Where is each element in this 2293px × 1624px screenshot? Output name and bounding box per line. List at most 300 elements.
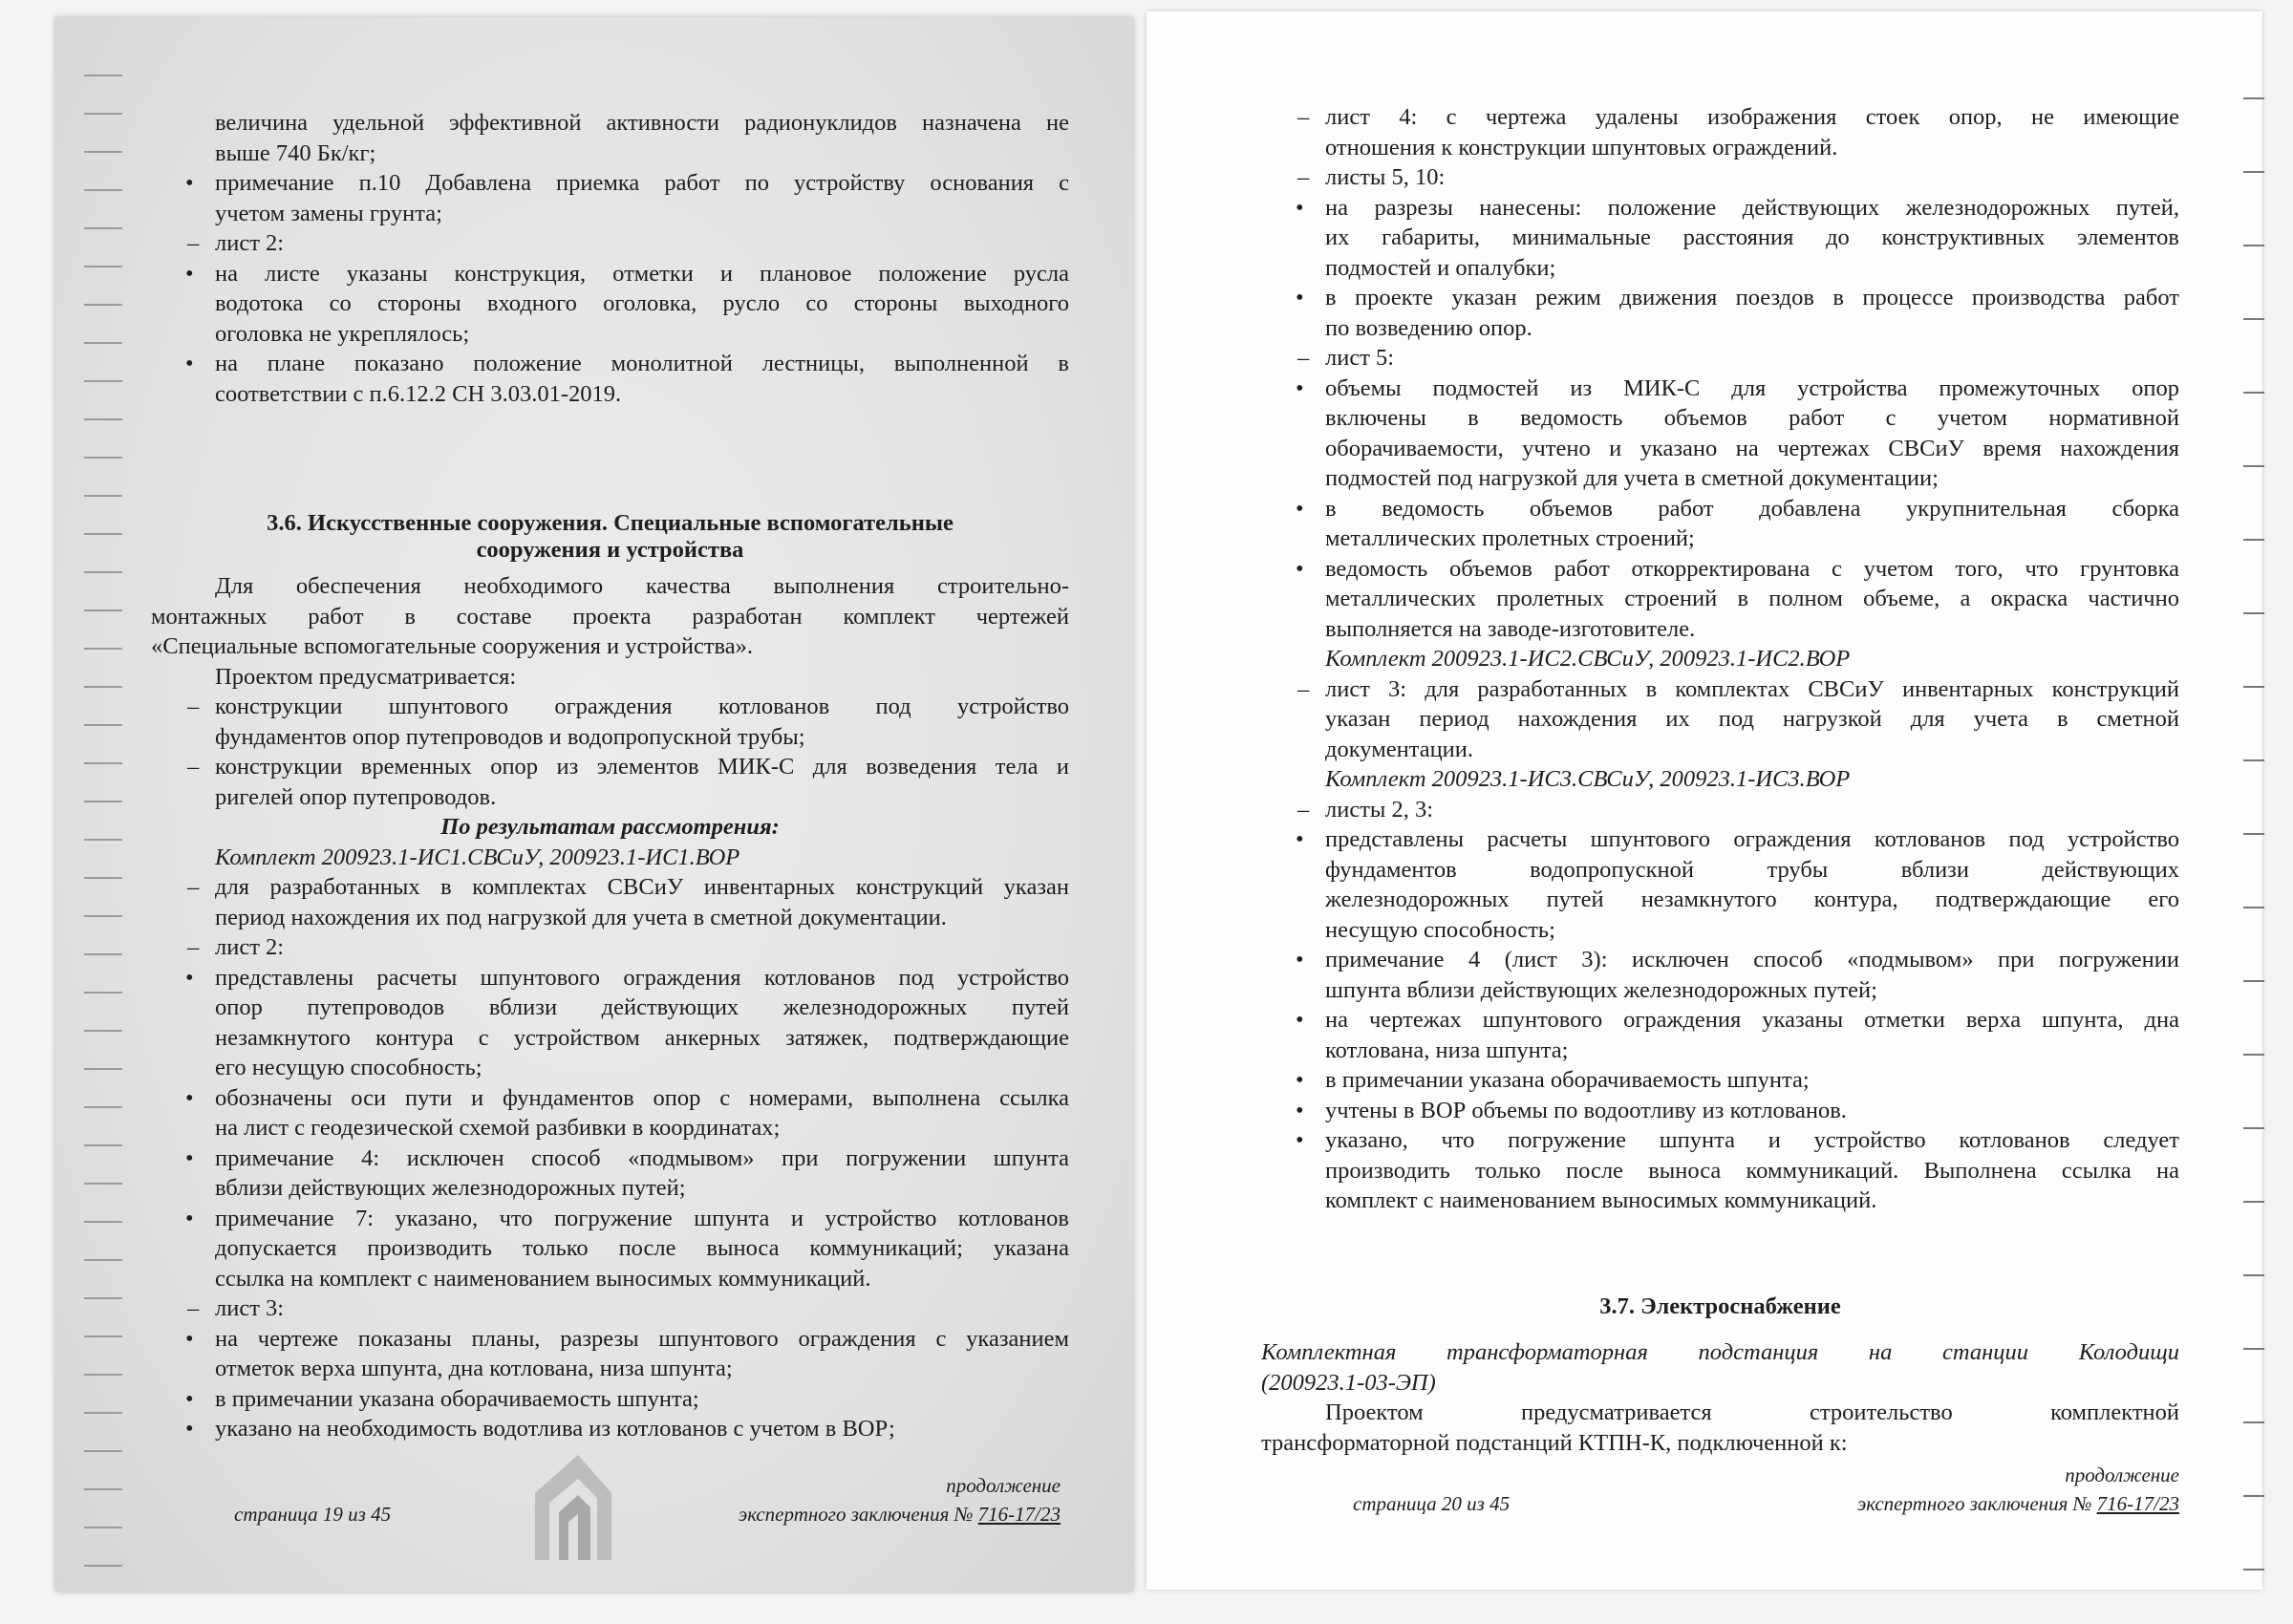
line-text: отметок верха шпунта, дна котлована, низа шпунта; [215,1356,733,1381]
edge-tick-mark [2243,245,2264,246]
para-italic-block [1261,1337,2179,1398]
text-line [1261,1398,2179,1428]
line-text: в ведомость объемов работ добавлена укрупнительная сборка [1325,495,2179,522]
page-footer [1261,1454,2179,1521]
bullet-block [1261,1125,2179,1216]
bullet-icon: • [185,170,194,196]
continuation-label: продолжение [2065,1464,2179,1486]
binding-mark [84,1259,122,1261]
text-line [1261,223,2179,253]
text-line [151,903,1069,933]
text-line [1261,795,2179,825]
bullet-icon: • [185,964,194,991]
label-block [1261,644,2179,674]
line-text: оголовка не укреплялось; [215,320,470,347]
edge-tick-mark [2243,759,2264,761]
page-number-label: страница 19 из 45 [234,1503,392,1526]
bullet-block [1261,283,2179,343]
binding-mark [84,342,122,344]
text-line [151,1384,1069,1415]
bullet-block [1261,554,2179,645]
line-text: выполняется на заводе-изготовителе. [1325,615,1696,642]
dash-block [1261,102,2179,162]
dash-icon: – [1297,345,1310,371]
line-text: включены в ведомость объемов работ с учетом нормативной [1325,405,2179,431]
binding-mark [84,1183,122,1185]
binding-mark [84,839,122,841]
bullet-block [151,1204,1069,1294]
text-line [1261,102,2179,133]
text-line [151,872,1069,903]
text-line [1261,374,2179,404]
line-text: в примечании указана оборачиваемость шпунта; [1325,1067,1810,1093]
line-text: котлована, низа шпунта; [1325,1036,1569,1063]
bullet-icon: • [1296,1007,1304,1033]
text-line [151,993,1069,1023]
line-text: 3.6. Искусственные сооружения. Специальные вспомогательные [267,510,954,536]
line-text: железнодорожных путей незамкнутого контура, подтверждающие его [1325,887,2179,912]
line-text: период нахождения их под нагрузкой для учета в сметной документации. [215,904,947,930]
text-line [1261,524,2179,554]
line-text: «Специальные вспомогательные сооружения и устройства». [151,633,754,659]
bullet-block [151,1414,1069,1444]
conclusion-prefix: экспертного заключения № [1857,1492,2092,1515]
line-text: на лист с геодезической схемой разбивки в координатах; [215,1115,781,1141]
edge-tick-mark [2243,1127,2264,1129]
text-line [1261,343,2179,374]
dash-icon: – [1297,164,1310,190]
text-line [1261,1292,2179,1322]
bullet-icon: • [185,1325,194,1352]
bullet-block [151,1083,1069,1143]
dash-icon: – [187,754,200,780]
edge-tick-mark [2243,980,2264,982]
text-line [151,108,1069,139]
binding-mark [84,1527,122,1528]
binding-mark [84,380,122,382]
bullet-icon: • [1296,285,1304,310]
bullet-block [151,168,1069,228]
subheading-block [151,812,1069,843]
edge-tick-mark [2243,1348,2264,1350]
line-text: допускается производить только после выноса коммуникаций; указана [215,1235,1069,1261]
document-page-19 [55,17,1133,1592]
bullet-block [1261,1096,2179,1126]
bullet-block [151,1324,1069,1384]
line-text: на плане показано положение монолитной лестницы, выполненной в [215,351,1069,376]
text-line [151,1023,1069,1054]
edge-tick-mark [2243,465,2264,467]
page-body [1261,102,2179,1458]
line-text: Комплект 200923.1-ИС3.СВСиУ, 200923.1-ИС3.ВОР [1325,766,1851,792]
text-line [151,782,1069,813]
line-text: фундаментов опор путепроводов и водопропускной трубы; [215,723,805,750]
text-line [1261,1005,2179,1036]
line-text: указано на необходимость водотлива из котлованов с учетом в ВОР; [215,1416,895,1442]
text-line [1261,735,2179,765]
bullet-block [151,1143,1069,1204]
text-line [151,1083,1069,1114]
bullet-block [1261,1005,2179,1065]
line-text: его несущую способность; [215,1055,482,1080]
binding-mark [84,495,122,497]
cont-block [151,108,1069,168]
binding-mark [84,648,122,650]
binding-mark [84,724,122,726]
text-line [151,1264,1069,1294]
dash-block [1261,162,2179,193]
line-text: учетом замены грунта; [215,200,442,226]
line-text: (200923.1-03-ЭП) [1261,1369,1436,1396]
binding-mark [84,877,122,879]
continuation-label: продолжение [946,1474,1061,1497]
line-text: в проекте указан режим движения поездов в процессе производства работ [1325,285,2179,310]
edge-tick-mark [2243,171,2264,173]
bullet-icon: • [1296,555,1304,582]
conclusion-reference [1857,1492,2179,1516]
line-text: представлены расчеты шпунтового ограждения котлованов под устройство [215,964,1069,991]
line-text: ригелей опор путепроводов. [215,783,497,810]
line-text: их габариты, минимальные расстояния до конструктивных элементов [1325,224,2179,250]
plain-block [151,662,1069,693]
text-line [151,1233,1069,1264]
dash-block [151,872,1069,932]
binding-mark [84,266,122,267]
bullet-icon: • [185,1084,194,1111]
edge-tick-mark [2243,97,2264,99]
edge-tick-mark [2243,907,2264,908]
text-line [151,228,1069,259]
line-text: Для обеспечения необходимого качества выполнения строительно- [215,573,1069,599]
line-text: листы 2, 3: [1325,796,1434,823]
line-text: металлических пролетных строений; [1325,525,1695,551]
line-text: незамкнутого контура с устройством анкерных затяжек, подтверждающие [215,1024,1069,1051]
text-line [151,349,1069,379]
text-line [151,1324,1069,1355]
text-line [151,168,1069,199]
edge-tick-mark [2243,1421,2264,1423]
text-line [151,662,1069,693]
line-text: 3.7. Электроснабжение [1599,1293,1841,1319]
line-text: ведомость объемов работ откорректирована с учетом того, что грунтовка [1325,555,2179,582]
line-text: обозначены оси пути и фундаментов опор с номерами, выполнена ссылка [215,1084,1069,1111]
text-line [1261,253,2179,284]
binding-mark [84,801,122,802]
heading-block [1261,1292,2179,1322]
line-text: величина удельной эффективной активности радионуклидов назначена не [215,110,1069,136]
edge-tick-mark [2243,318,2264,320]
text-line [1261,494,2179,524]
conclusion-reference [739,1503,1061,1527]
conclusion-number: 716-17/23 [977,1503,1061,1526]
text-line [151,319,1069,350]
binding-mark [84,75,122,76]
line-text: Проектом предусматривается: [215,663,517,690]
text-line [1261,1368,2179,1399]
line-text: Комплект 200923.1-ИС1.СВСиУ, 200923.1-ИС1.ВОР [215,844,740,870]
line-text: подмостей и опалубки; [1325,254,1556,281]
line-text: объемы подмостей из МИК-С для устройства промежуточных опор [1325,374,2179,401]
edge-tick-mark [2243,392,2264,394]
bullet-block [1261,494,2179,554]
text-line [151,1053,1069,1083]
line-text: лист 4: с чертежа удалены изображения стоек опор, не имеющие [1325,104,2179,130]
text-line [1261,1036,2179,1066]
bullet-icon: • [1296,1067,1304,1093]
binding-mark [84,1030,122,1032]
line-text: лист 3: для разработанных в комплектах СВСиУ инвентарных конструкций [1325,675,2179,702]
text-line [151,631,1069,662]
line-text: примечание 4: исключен способ «подмывом» при погружении шпунта [215,1144,1069,1171]
text-line [1261,434,2179,464]
text-line [1261,403,2179,434]
line-text: отношения к конструкции шпунтовых ограждений. [1325,134,1838,160]
edge-tick-mark [2243,539,2264,541]
binding-mark [84,1297,122,1299]
bullet-icon: • [185,1144,194,1171]
line-text: сооружения и устройства [476,536,744,563]
binding-mark [84,953,122,955]
binding-mark [84,686,122,688]
line-text: конструкции шпунтового ограждения котлованов под устройство [215,694,1069,719]
dash-icon: – [187,1295,200,1321]
document-page-20 [1146,11,2262,1590]
bullet-block [1261,824,2179,945]
text-line [1261,915,2179,946]
edge-tick-mark [2243,1054,2264,1056]
page-footer [151,1464,1061,1531]
binding-mark [84,1450,122,1452]
text-line [1261,554,2179,585]
conclusion-prefix: экспертного заключения № [739,1503,974,1526]
text-line [151,1204,1069,1234]
edge-tick-mark [2243,1495,2264,1497]
binding-mark [84,1374,122,1376]
text-line [1261,1186,2179,1216]
line-text: на разрезы нанесены: положение действующих железнодорожных путей, [1325,194,2179,221]
text-line [151,510,1069,537]
dash-icon: – [187,874,200,900]
bullet-icon: • [1296,1097,1304,1123]
line-text: по возведению опор. [1325,314,1532,341]
line-text: шпунта вблизи действующих железнодорожных путей; [1325,976,1877,1003]
line-text: металлических пролетных строений в полном объеме, а окраска частично [1325,586,2179,611]
text-line [151,843,1069,873]
bullet-block [1261,1065,2179,1096]
text-line [151,692,1069,722]
text-line [151,722,1069,753]
line-text: вблизи действующих железнодорожных путей; [215,1175,686,1201]
line-text: на чертежах шпунтового ограждения указаны отметки верха шпунта, дна [1325,1007,2179,1033]
binding-mark [84,1144,122,1146]
text-line [1261,313,2179,344]
text-line [1261,1125,2179,1156]
bullet-icon: • [185,260,194,287]
text-line [151,1414,1069,1444]
page-number-label: страница 20 из 45 [1353,1492,1511,1515]
dash-icon: – [1297,104,1310,130]
label-block [151,843,1069,873]
text-line [1261,855,2179,886]
text-line [151,752,1069,782]
bullet-block [1261,945,2179,1005]
text-line [151,1293,1069,1324]
bullet-icon: • [1296,826,1304,852]
line-text: оборачиваемости, учтено и указано на чертежах СВСиУ время нахождения [1325,435,2179,461]
text-line [151,1354,1069,1384]
dash-block [1261,343,2179,374]
line-text: опор путепроводов вблизи действующих железнодорожных путей [215,994,1069,1020]
line-text: на листе указаны конструкция, отметки и плановое положение русла [215,260,1069,287]
text-line [1261,193,2179,224]
binding-mark [84,915,122,917]
text-line [1261,704,2179,735]
text-line [1261,133,2179,163]
bullet-block [151,963,1069,1083]
edge-tick-mark [2243,833,2264,835]
dash-icon: – [187,230,200,256]
text-line [1261,1065,2179,1096]
heading-block [151,510,1069,563]
line-text: соответствии с п.6.12.2 СН 3.03.01-2019. [215,380,622,407]
line-text: лист 2: [215,934,285,960]
text-line [151,602,1069,632]
text-line [1261,1337,2179,1368]
text-line [151,379,1069,410]
dash-block [151,692,1069,752]
bullet-icon: • [185,351,194,376]
bullet-icon: • [1296,495,1304,522]
binding-mark [84,304,122,306]
line-text: комплект с наименованием выносимых коммуникаций. [1325,1187,1877,1213]
dash-block [151,1293,1069,1324]
bullet-icon: • [185,1416,194,1442]
line-text: подмостей под нагрузкой для учета в сметной документации; [1325,465,1939,491]
line-text: конструкции временных опор из элементов МИК-С для возведения тела и [215,754,1069,780]
line-text: указан период нахождения их под нагрузкой для учета в сметной [1325,706,2179,732]
line-text: Проектом предусматривается строительство комплектной [1325,1400,2179,1425]
text-line [1261,162,2179,193]
line-text: производить только после выноса коммуникаций. Выполнена ссылка на [1325,1157,2179,1184]
text-line [1261,674,2179,705]
line-text: несущую способность; [1325,916,1555,943]
line-text: на чертеже показаны планы, разрезы шпунтового ограждения с указанием [215,1325,1069,1352]
line-text: Комплектная трансформаторная подстанция на станции Колодищи [1261,1339,2179,1365]
line-text: листы 5, 10: [1325,164,1446,190]
edge-tick-mark [2243,1274,2264,1276]
page-body [151,108,1069,1444]
text-line [1261,885,2179,915]
binding-mark [84,1565,122,1567]
text-line [151,537,1069,564]
dash-block [1261,795,2179,825]
text-line [1261,975,2179,1006]
line-text: лист 5: [1325,345,1395,371]
dash-block [151,752,1069,812]
edge-tick-mark [2243,1569,2264,1571]
line-text: учтены в ВОР объемы по водоотливу из котлованов. [1325,1097,1847,1123]
bullet-icon: • [185,1385,194,1412]
binding-mark [84,609,122,611]
bullet-icon: • [1296,194,1304,221]
line-text: По результатам рассмотрения: [440,814,780,840]
line-text: монтажных работ в составе проекта разработан комплект чертежей [151,603,1069,630]
text-line [151,812,1069,843]
text-line [151,139,1069,169]
binding-mark [84,571,122,573]
text-line [1261,463,2179,494]
bullet-icon: • [1296,374,1304,401]
text-line [151,1143,1069,1174]
text-line [151,932,1069,963]
text-line [151,288,1069,319]
text-line [1261,945,2179,975]
text-line [1261,1156,2179,1186]
binding-mark [84,1488,122,1490]
bullet-icon: • [1296,1127,1304,1153]
line-text: лист 2: [215,230,285,256]
binding-mark [84,533,122,535]
line-text: трансформаторной подстанций КТПН-К, подключенной к: [1261,1429,1848,1456]
binding-mark [84,1068,122,1070]
para-block [151,571,1069,662]
binding-mark [84,992,122,994]
dash-icon: – [187,694,200,719]
dash-icon: – [187,934,200,960]
line-text: указано, что погружение шпунта и устройство котлованов следует [1325,1127,2179,1153]
text-line [1261,283,2179,313]
text-line [1261,1096,2179,1126]
line-text: для разработанных в комплектах СВСиУ инвентарных конструкций указан [215,874,1069,900]
line-text: водотока со стороны входного оголовка, русло со стороны выходного [215,290,1069,316]
dash-icon: – [1297,675,1310,702]
text-line [151,1113,1069,1143]
text-line [151,571,1069,602]
binding-mark [84,1106,122,1108]
bullet-block [151,259,1069,350]
bullet-block [1261,374,2179,494]
text-line [1261,824,2179,855]
edge-tick-mark [2243,686,2264,688]
line-text: примечание 4 (лист 3): исключен способ «подмывом» при погружении [1325,947,2179,972]
edge-tick-mark [2243,612,2264,614]
line-text: лист 3: [215,1295,285,1321]
binding-mark [84,151,122,153]
para-block [1261,1398,2179,1458]
text-line [1261,644,2179,674]
binding-mark [84,762,122,764]
bullet-icon: • [1296,947,1304,972]
binding-mark [84,1221,122,1223]
binding-mark [84,1412,122,1414]
dash-block [151,932,1069,963]
line-text: фундаментов водопропускной трубы вблизи действующих [1325,856,2179,883]
line-text: документации. [1325,736,1474,762]
binding-mark [84,189,122,191]
text-line [151,199,1069,229]
binding-mark [84,113,122,115]
text-line [151,259,1069,289]
line-text: Комплект 200923.1-ИС2.СВСиУ, 200923.1-ИС2.ВОР [1325,646,1851,672]
text-line [151,963,1069,994]
bullet-block [151,1384,1069,1415]
line-text: ссылка на комплект с наименованием выносимых коммуникаций. [215,1265,871,1292]
dash-block [151,228,1069,259]
edge-tick-mark [2243,1201,2264,1203]
label-block [1261,764,2179,795]
text-line [1261,614,2179,645]
bullet-icon: • [185,1205,194,1231]
